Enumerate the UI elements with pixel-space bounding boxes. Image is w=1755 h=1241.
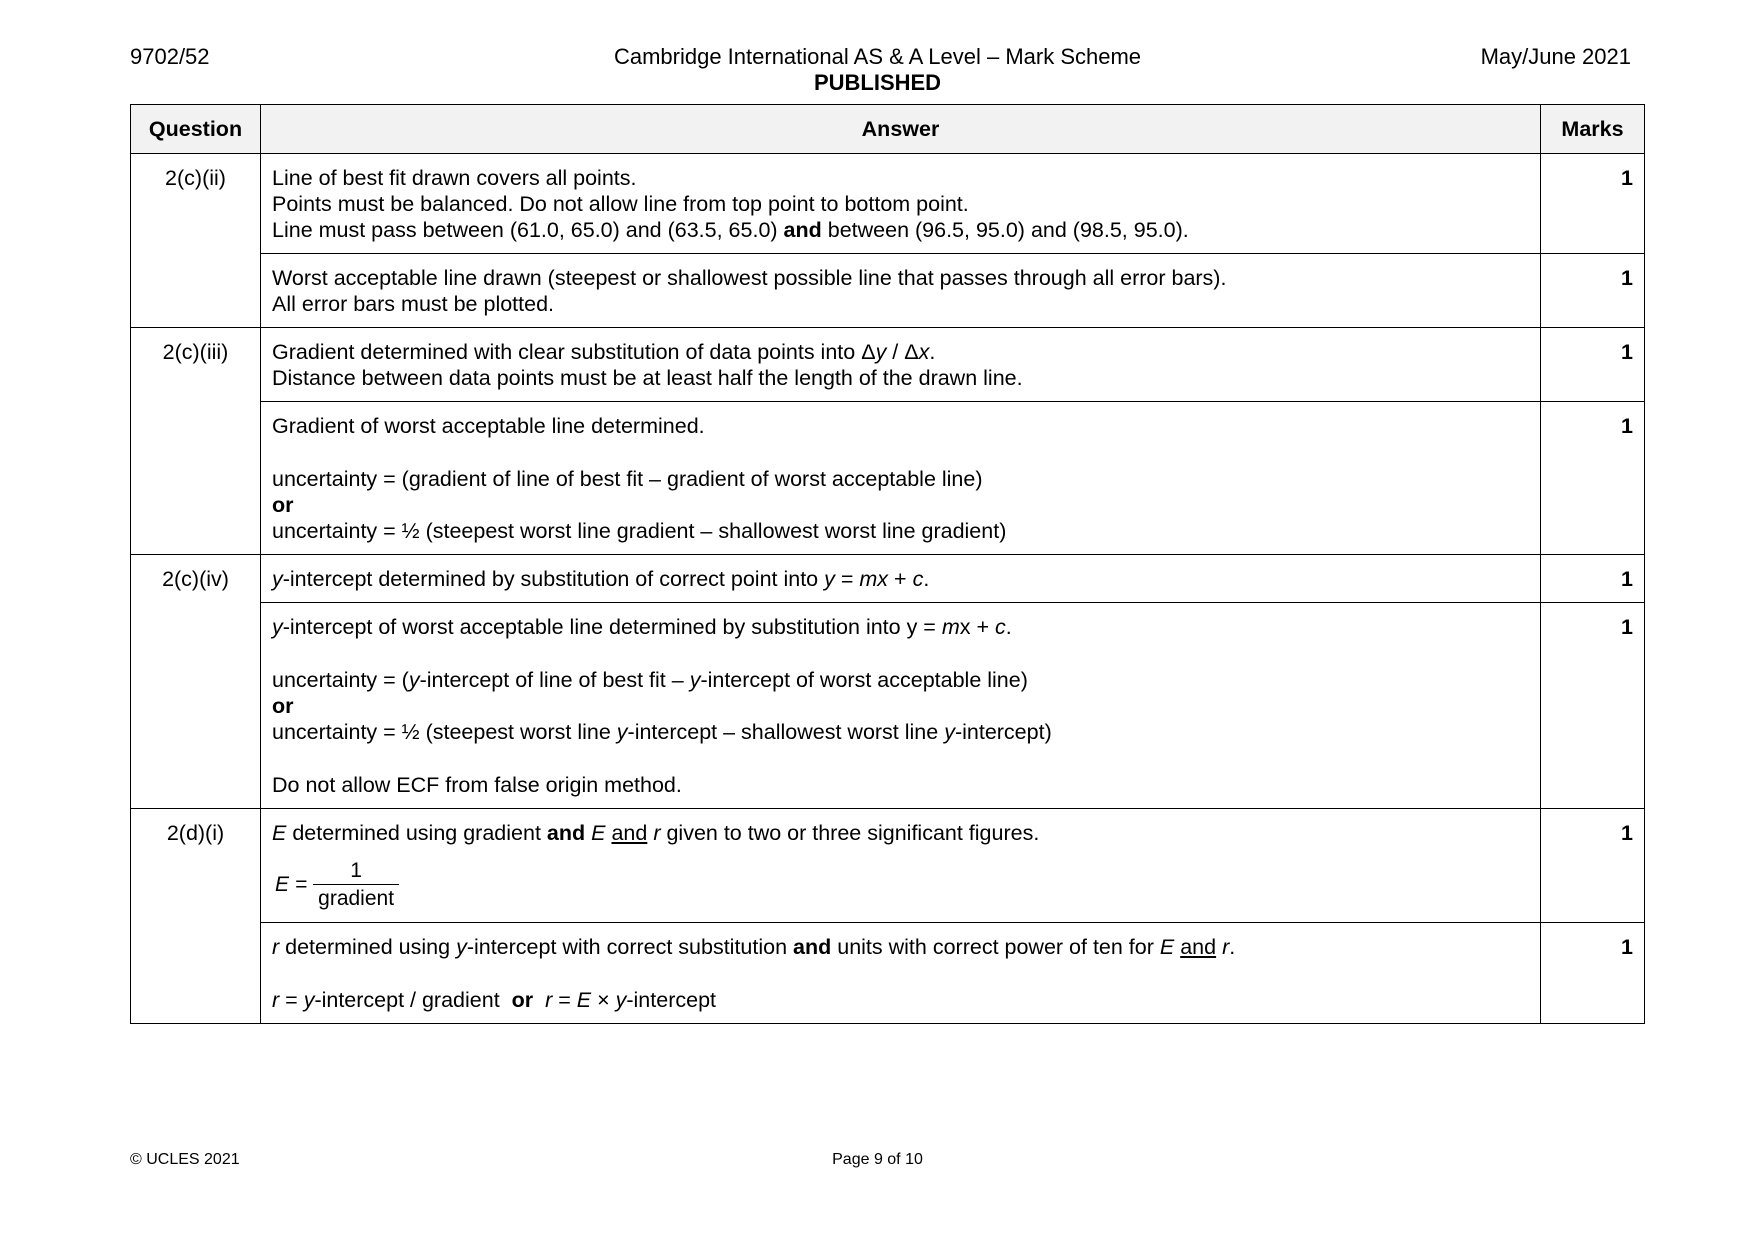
mark-scheme-table [130,104,1645,1024]
answer-italic: y [875,340,887,364]
marks-cell: 1 [1541,154,1645,254]
answer-cell [261,809,1541,923]
answer-text: -intercept determined by substitution of correct point into [282,567,825,591]
fraction [313,858,399,912]
or-keyword: or [272,493,294,517]
table-row [131,603,1645,809]
answer-line [272,987,1530,1013]
table-row [131,154,1645,254]
paper-code: 9702/52 [130,44,210,69]
answer-italic: E [1159,935,1175,959]
question-column-header: Question [131,105,261,154]
answer-italic: E [272,821,287,845]
answer-line: Gradient of worst acceptable line determined. [272,414,705,438]
answer-italic: y [408,668,420,692]
answer-text: -intercept [626,988,716,1012]
answer-text: -intercept / gradient [314,988,512,1012]
answer-line [272,934,1530,960]
fraction-numerator: 1 [350,859,362,882]
page-number: Page 9 of 10 [832,1151,923,1168]
answer-text: uncertainty = ( [272,668,409,692]
answer-line: Do not allow ECF from false origin method. [272,773,682,797]
answer-line [272,566,1530,592]
answer-line: Line of best fit drawn covers all points. [272,166,637,190]
answer-cell [261,328,1541,402]
answer-text: given to two or three significant figures. [660,821,1040,845]
answer-text: . [1229,935,1236,959]
answer-line [272,667,1530,693]
published-label: PUBLISHED [813,70,942,95]
question-number: 2(c)(iv) [131,555,261,809]
answer-text: -intercept of worst acceptable line) [700,668,1028,692]
answer-bold: and [546,821,586,845]
answer-italic: r [1222,935,1230,959]
answer-line: Points must be balanced. Do not allow line from top point to bottom point. [272,192,969,216]
marks-cell: 1 [1541,254,1645,328]
table-row [131,328,1645,402]
table-row [131,809,1645,923]
answer-line [272,217,1530,243]
answer-italic: y [689,668,701,692]
answer-italic: y [615,988,627,1012]
answer-text: = [279,988,304,1012]
answer-italic: m [941,615,960,639]
answer-line [272,719,1530,745]
answer-cell [261,254,1541,328]
answer-line: uncertainty = ½ (steepest worst line gradient – shallowest worst line gradient) [272,519,1007,543]
answer-column-header: Answer [261,105,1541,154]
answer-italic: r [545,988,553,1012]
answer-underline: and [1180,935,1217,959]
question-number: 2(c)(ii) [131,154,261,328]
answer-bold: or [511,988,534,1012]
answer-line [272,820,1530,846]
answer-bold: and [793,935,832,959]
answer-text: Gradient determined with clear substitution of data points into [272,340,862,364]
copyright-notice: © UCLES 2021 [130,1151,240,1168]
answer-line: uncertainty = (gradient of line of best fit – gradient of worst acceptable line) [272,467,983,491]
answer-text: determined using [279,935,457,959]
table-row [131,923,1645,1024]
marks-cell: 1 [1541,328,1645,402]
or-keyword: or [272,694,294,718]
answer-text: -intercept – shallowest worst line [627,720,945,744]
delta-symbol: Δ [861,340,876,364]
answer-text [533,988,545,1012]
marks-cell: 1 [1541,603,1645,809]
answer-line: Worst acceptable line drawn (steepest or shallowest possible line that passes through all error bars). [272,266,1227,290]
answer-text: -intercept) [954,720,1052,744]
answer-italic: r [653,821,661,845]
answer-italic: y [824,567,835,591]
table-header-row [131,105,1645,154]
answer-italic: y [616,720,628,744]
marks-cell: 1 [1541,923,1645,1024]
answer-cell [261,555,1541,603]
answer-line: All error bars must be plotted. [272,292,555,316]
answer-line [272,614,1530,640]
answer-text: = [552,988,577,1012]
answer-italic: E [576,988,592,1012]
question-number: 2(d)(i) [131,809,261,1024]
marks-column-header: Marks [1541,105,1645,154]
answer-text: -intercept of line of best fit – [419,668,690,692]
table-row [131,402,1645,555]
answer-underline: and [611,821,648,845]
marks-cell: 1 [1541,402,1645,555]
fraction-lhs: E = [275,873,308,896]
marks-cell: 1 [1541,809,1645,923]
answer-italic: x [918,340,930,364]
answer-cell [261,603,1541,809]
fraction-denominator: gradient [318,887,395,910]
answer-text: uncertainty = ½ (steepest worst line [272,720,617,744]
table-row [131,254,1645,328]
answer-text: units with correct power of ten for [831,935,1160,959]
answer-bold: and [783,218,822,242]
answer-line [272,339,1530,365]
answer-text: × [591,988,616,1012]
answer-text: Line must pass between (61.0, 65.0) and (63.5, 65.0) [272,218,784,242]
title-text: Cambridge International AS & A Level – Mark Scheme [613,44,1142,69]
exam-session: May/June 2021 [1480,44,1631,69]
answer-italic: c [995,615,1006,639]
answer-line: Distance between data points must be at least half the length of the drawn line. [272,366,1023,390]
answer-text: + [888,567,913,591]
marks-cell: 1 [1541,555,1645,603]
answer-cell [261,154,1541,254]
fraction-equation [275,858,1530,912]
answer-text: between (96.5, 95.0) and (98.5, 95.0). [821,218,1189,242]
answer-italic: c [912,567,924,591]
answer-italic: y [303,988,315,1012]
answer-italic: r [272,988,280,1012]
answer-italic: r [272,935,280,959]
answer-cell [261,923,1541,1024]
answer-text: x + [959,615,996,639]
answer-italic: E [591,821,606,845]
answer-text: -intercept of worst acceptable line determined by substitution into y = [282,615,942,639]
answer-italic: y [456,935,467,959]
answer-text: determined using gradient [286,821,547,845]
question-number: 2(c)(iii) [131,328,261,555]
answer-italic: y [272,615,283,639]
delta-symbol: Δ [904,340,919,364]
answer-text: -intercept with correct substitution [466,935,794,959]
answer-cell [261,402,1541,555]
answer-text: = [834,567,860,591]
table-row [131,555,1645,603]
answer-text: . [1005,615,1012,639]
answer-text: / [886,340,905,364]
answer-italic: mx [859,567,889,591]
answer-italic: y [272,567,283,591]
answer-text: . [923,567,930,591]
answer-italic: y [944,720,955,744]
answer-text: . [929,340,936,364]
